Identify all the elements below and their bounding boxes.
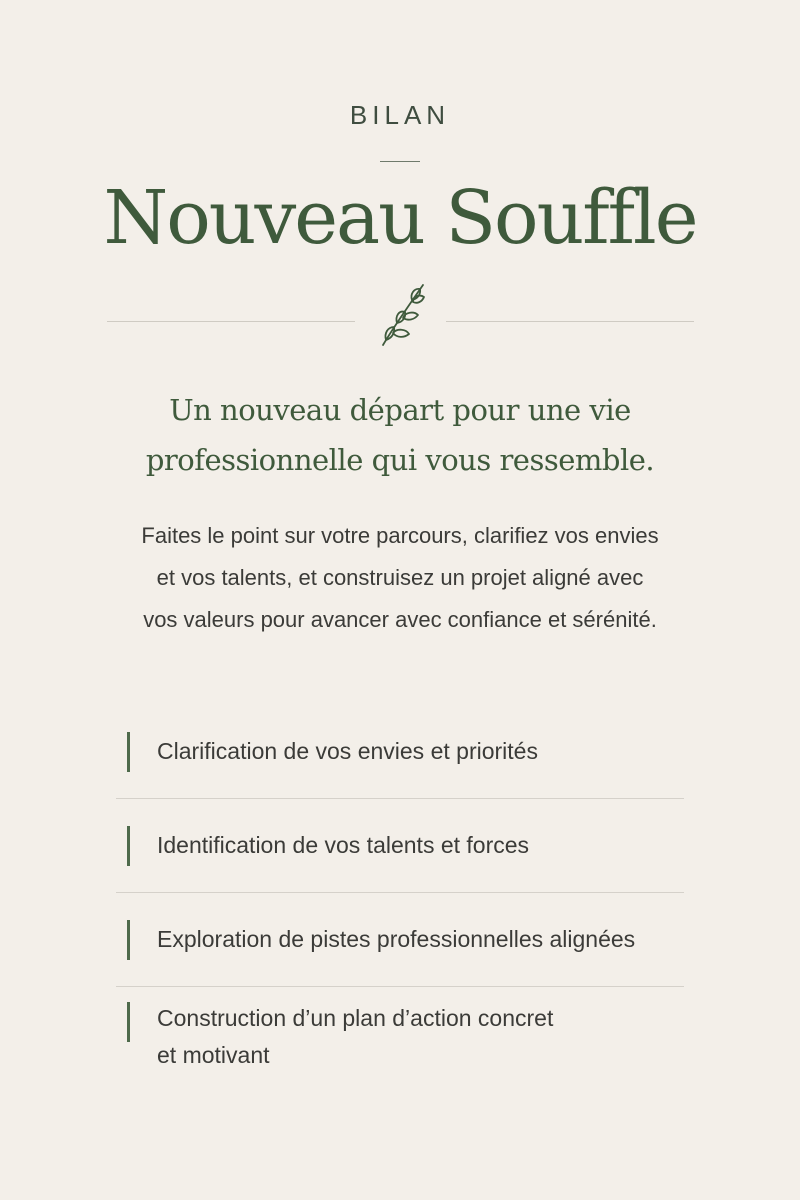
benefit-text: Construction d’un plan d’action concret (157, 1005, 554, 1031)
ornament-divider-left (107, 321, 355, 322)
tagline-line: professionnelle qui vous ressemble. (145, 443, 655, 477)
benefit-text: Clarification de vos envies et priorités (157, 738, 538, 764)
benefits-list (116, 705, 684, 1074)
list-item (116, 987, 684, 1074)
leaf-sprig-icon (373, 280, 429, 350)
accent-bar (127, 920, 130, 960)
benefit-text: Exploration de pistes professionnelles alignées (157, 926, 636, 952)
eyebrow-rule (380, 161, 420, 162)
accent-bar (127, 826, 130, 866)
list-item (116, 705, 684, 799)
page-title: Nouveau Souffle (103, 175, 697, 261)
accent-bar (127, 732, 130, 772)
benefit-text: Identification de vos talents et forces (157, 832, 530, 858)
intro-line: Faites le point sur votre parcours, clarifiez vos envies (141, 523, 659, 548)
tagline-line: Un nouveau départ pour une vie (169, 393, 631, 427)
list-item (116, 893, 684, 987)
accent-bar (127, 1002, 130, 1042)
intro-paragraph (90, 515, 710, 641)
tagline (60, 385, 740, 485)
benefit-text: et motivant (157, 1042, 270, 1068)
eyebrow-label: BILAN (349, 100, 451, 130)
intro-line: et vos talents, et construisez un projet aligné avec (156, 565, 644, 590)
intro-line: vos valeurs pour avancer avec confiance et sérénité. (143, 607, 657, 632)
list-item (116, 799, 684, 893)
ornament-divider-right (446, 321, 694, 322)
